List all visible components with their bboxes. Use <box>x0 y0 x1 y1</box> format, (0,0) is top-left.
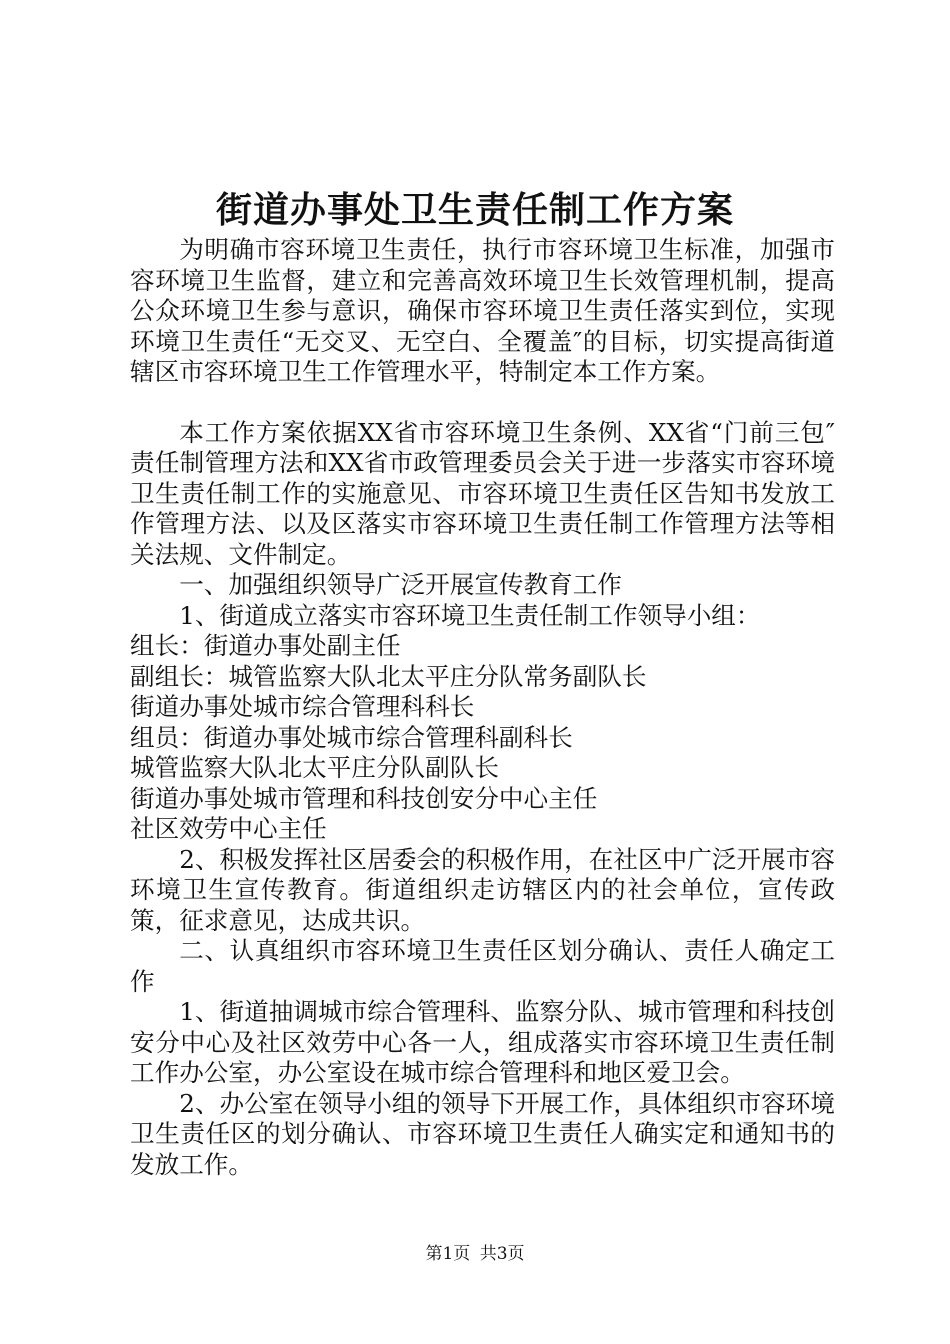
member-line-members: 组员：街道办事处城市综合管理科副科长 <box>130 722 573 752</box>
paragraph-basis: 本工作方案依据XX省市容环境卫生条例、XX省“门前三包″责任制管理方法和XX省市政管理委员会关于进一步落实市容环境卫生责任制工作的实施意见、市容环境卫生责任区告知书发放工作管理方法、以及区落实市容环境卫生责任制工作管理方法等相关法规、文件制定。 <box>130 417 835 569</box>
member-line-deputy: 副组长：城管监察大队北太平庄分队常务副队长 <box>130 661 647 691</box>
member-line-members-2: 城管监察大队北太平庄分队副队长 <box>130 753 499 782</box>
page-total: 共3页 <box>479 1244 525 1264</box>
member-line-members-3: 街道办事处城市管理和科技创安分中心主任 <box>130 783 598 813</box>
member-line-deputy-2: 街道办事处城市综合管理科科长 <box>130 692 475 721</box>
page-footer <box>0 1242 950 1266</box>
page-number: 第1页 <box>425 1244 471 1264</box>
section-heading-1: 一、加强组织领导广泛开展宣传教育工作 <box>179 570 622 599</box>
paragraph-item-2-1: 1、街道抽调城市综合管理科、监察分队、城市管理和科技创安分中心及社区效劳中心各一人，组成落实市容环境卫生责任制工作办公室，办公室设在城市综合管理科和地区爱卫会。 <box>130 997 835 1087</box>
paragraph-item-2-2: 2、办公室在领导小组的领导下开展工作，具体组织市容环境卫生责任区的划分确认、市容环境卫生责任人确实定和通知书的发放工作。 <box>130 1088 835 1179</box>
member-line-leader: 组长：街道办事处副主任 <box>130 631 401 660</box>
paragraph-item-1-2: 2、积极发挥社区居委会的积极作用，在社区中广泛开展市容环境卫生宣传教育。街道组织走访辖区内的社会单位，宣传政策，征求意见，达成共识。 <box>130 844 835 935</box>
document-title: 街道办事处卫生责任制工作方案 <box>215 189 734 231</box>
paragraph-intro: 为明确市容环境卫生责任，执行市容环境卫生标准，加强市容环境卫生监督，建立和完善高效环境卫生长效管理机制，提高公众环境卫生参与意识，确保市容环境卫生责任落实到位，实现环境卫生责任“无交叉、无空白、全覆盖″的目标，切实提高街道辖区市容环境卫生工作管理水平，特制定本工作方案。 <box>130 235 835 386</box>
document-body <box>130 235 835 1180</box>
paragraph-item-1-1: 1、街道成立落实市容环境卫生责任制工作领导小组： <box>179 600 761 630</box>
member-line-members-4: 社区效劳中心主任 <box>130 814 327 843</box>
section-heading-2: 二、认真组织市容环境卫生责任区划分确认、责任人确定工作 <box>130 936 835 996</box>
